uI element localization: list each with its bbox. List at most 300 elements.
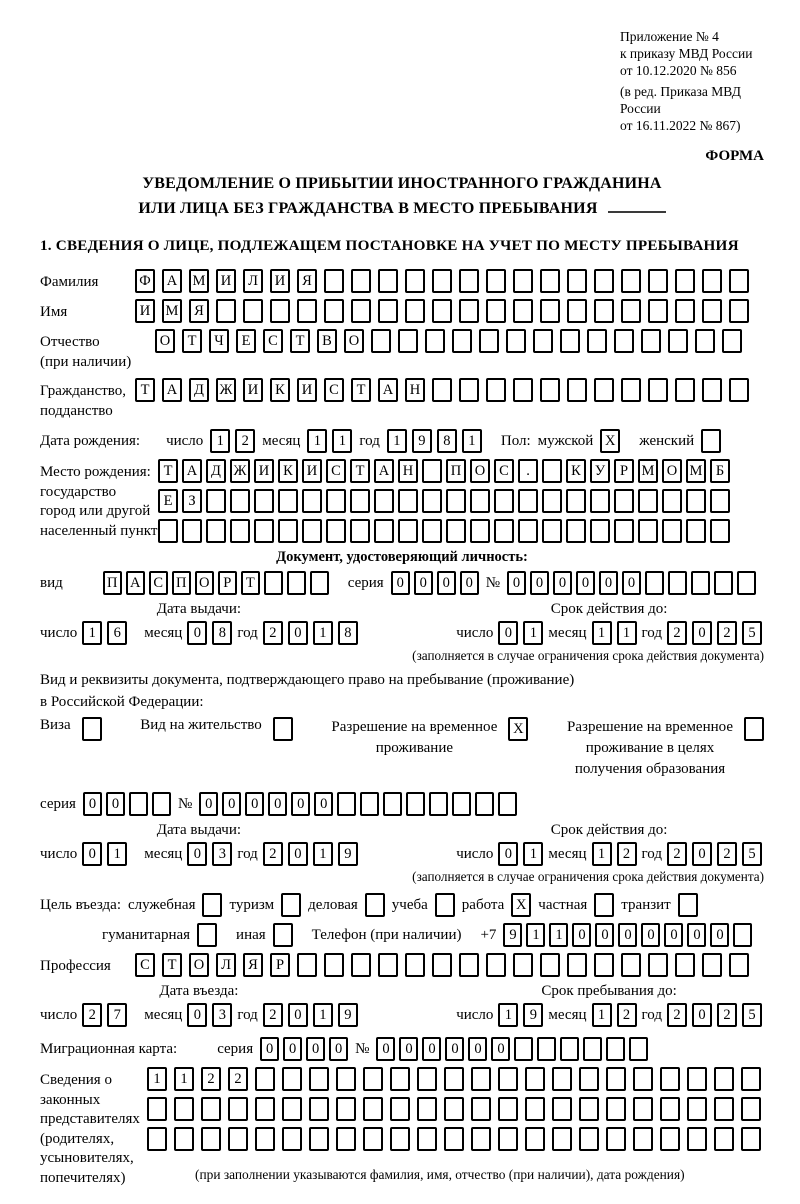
form-cell[interactable]: М bbox=[638, 459, 658, 483]
form-cell[interactable]: 0 bbox=[622, 571, 641, 595]
form-cell[interactable] bbox=[282, 1097, 302, 1121]
form-cell[interactable]: Н bbox=[405, 378, 425, 402]
form-cell[interactable] bbox=[678, 893, 698, 917]
form-cell[interactable] bbox=[710, 519, 730, 543]
form-cell[interactable] bbox=[390, 1097, 410, 1121]
form-cell[interactable] bbox=[452, 329, 472, 353]
form-cell[interactable]: 0 bbox=[692, 842, 712, 866]
form-cell[interactable] bbox=[459, 269, 479, 293]
form-cell[interactable]: Т bbox=[350, 459, 370, 483]
form-cell[interactable]: 1 bbox=[592, 621, 612, 645]
form-cell[interactable] bbox=[645, 571, 664, 595]
form-cell[interactable] bbox=[668, 571, 687, 595]
form-cell[interactable]: 5 bbox=[742, 842, 762, 866]
form-cell[interactable] bbox=[552, 1067, 572, 1091]
form-cell[interactable] bbox=[710, 489, 730, 513]
form-cell[interactable]: Р bbox=[614, 459, 634, 483]
form-cell[interactable]: 2 bbox=[201, 1067, 221, 1091]
form-cell[interactable]: Т bbox=[162, 953, 182, 977]
form-cell[interactable] bbox=[675, 269, 695, 293]
form-cell[interactable] bbox=[398, 329, 418, 353]
form-cell[interactable]: М bbox=[162, 299, 182, 323]
form-cell[interactable]: И bbox=[216, 269, 236, 293]
form-cell[interactable]: 0 bbox=[692, 1003, 712, 1027]
form-cell[interactable]: 0 bbox=[222, 792, 241, 816]
form-cell[interactable] bbox=[648, 299, 668, 323]
form-cell[interactable] bbox=[287, 571, 306, 595]
form-cell[interactable] bbox=[432, 269, 452, 293]
form-cell[interactable] bbox=[297, 953, 317, 977]
form-cell[interactable] bbox=[324, 953, 344, 977]
form-cell[interactable] bbox=[363, 1067, 383, 1091]
form-cell[interactable] bbox=[486, 953, 506, 977]
form-cell[interactable] bbox=[254, 519, 274, 543]
form-cell[interactable] bbox=[302, 519, 322, 543]
form-cell[interactable] bbox=[567, 378, 587, 402]
form-cell[interactable] bbox=[336, 1067, 356, 1091]
form-cell[interactable]: 0 bbox=[507, 571, 526, 595]
form-cell[interactable]: А bbox=[374, 459, 394, 483]
form-cell[interactable] bbox=[417, 1097, 437, 1121]
form-cell[interactable]: 1 bbox=[174, 1067, 194, 1091]
form-cell[interactable] bbox=[606, 1127, 626, 1151]
form-cell[interactable] bbox=[648, 953, 668, 977]
form-cell[interactable] bbox=[360, 792, 379, 816]
form-cell[interactable] bbox=[498, 792, 517, 816]
form-cell[interactable]: И bbox=[243, 378, 263, 402]
form-cell[interactable]: 0 bbox=[82, 842, 102, 866]
form-cell[interactable] bbox=[722, 329, 742, 353]
form-cell[interactable]: 0 bbox=[291, 792, 310, 816]
form-cell[interactable] bbox=[422, 519, 442, 543]
form-cell[interactable] bbox=[230, 519, 250, 543]
form-cell[interactable]: П bbox=[172, 571, 191, 595]
form-cell[interactable]: 0 bbox=[414, 571, 433, 595]
form-cell[interactable] bbox=[337, 792, 356, 816]
form-cell[interactable] bbox=[633, 1127, 653, 1151]
form-cell[interactable]: 1 bbox=[210, 429, 230, 453]
form-cell[interactable]: 0 bbox=[498, 621, 518, 645]
form-cell[interactable] bbox=[479, 329, 499, 353]
form-cell[interactable]: О bbox=[662, 459, 682, 483]
form-cell[interactable] bbox=[525, 1067, 545, 1091]
form-cell[interactable] bbox=[687, 1097, 707, 1121]
form-cell[interactable] bbox=[486, 299, 506, 323]
form-cell[interactable] bbox=[475, 792, 494, 816]
form-cell[interactable]: Н bbox=[398, 459, 418, 483]
form-cell[interactable] bbox=[216, 299, 236, 323]
form-cell[interactable] bbox=[660, 1097, 680, 1121]
form-cell[interactable] bbox=[351, 269, 371, 293]
form-cell[interactable] bbox=[701, 429, 721, 453]
form-cell[interactable]: К bbox=[278, 459, 298, 483]
form-cell[interactable] bbox=[152, 792, 171, 816]
form-cell[interactable] bbox=[702, 953, 722, 977]
form-cell[interactable] bbox=[686, 519, 706, 543]
form-cell[interactable] bbox=[498, 1127, 518, 1151]
form-cell[interactable] bbox=[174, 1127, 194, 1151]
form-cell[interactable] bbox=[470, 489, 490, 513]
form-cell[interactable] bbox=[506, 329, 526, 353]
form-cell[interactable] bbox=[351, 299, 371, 323]
form-cell[interactable] bbox=[417, 1127, 437, 1151]
form-cell[interactable]: А bbox=[162, 378, 182, 402]
form-cell[interactable]: А bbox=[182, 459, 202, 483]
form-cell[interactable] bbox=[471, 1097, 491, 1121]
form-cell[interactable]: 9 bbox=[412, 429, 432, 453]
form-cell[interactable] bbox=[494, 519, 514, 543]
form-cell[interactable] bbox=[82, 717, 102, 741]
form-cell[interactable]: 2 bbox=[263, 621, 283, 645]
form-cell[interactable]: 2 bbox=[617, 842, 637, 866]
form-cell[interactable] bbox=[641, 329, 661, 353]
form-cell[interactable] bbox=[471, 1127, 491, 1151]
form-cell[interactable]: Я bbox=[297, 269, 317, 293]
form-cell[interactable]: Ч bbox=[209, 329, 229, 353]
form-cell[interactable]: Д bbox=[189, 378, 209, 402]
form-cell[interactable] bbox=[498, 1067, 518, 1091]
form-cell[interactable] bbox=[633, 1097, 653, 1121]
form-cell[interactable] bbox=[514, 1037, 533, 1061]
form-cell[interactable]: 0 bbox=[268, 792, 287, 816]
form-cell[interactable] bbox=[691, 571, 710, 595]
form-cell[interactable] bbox=[147, 1097, 167, 1121]
form-cell[interactable]: 2 bbox=[667, 842, 687, 866]
form-cell[interactable] bbox=[422, 459, 442, 483]
form-cell[interactable] bbox=[432, 378, 452, 402]
form-cell[interactable] bbox=[309, 1097, 329, 1121]
form-cell[interactable] bbox=[729, 378, 749, 402]
form-cell[interactable]: М bbox=[686, 459, 706, 483]
form-cell[interactable] bbox=[614, 489, 634, 513]
form-cell[interactable] bbox=[594, 378, 614, 402]
form-cell[interactable]: 0 bbox=[106, 792, 125, 816]
form-cell[interactable]: 1 bbox=[549, 923, 568, 947]
form-cell[interactable]: А bbox=[378, 378, 398, 402]
form-cell[interactable] bbox=[587, 329, 607, 353]
form-cell[interactable]: X bbox=[600, 429, 620, 453]
form-cell[interactable]: 0 bbox=[445, 1037, 464, 1061]
form-cell[interactable]: 1 bbox=[147, 1067, 167, 1091]
form-cell[interactable] bbox=[733, 923, 752, 947]
form-cell[interactable]: 0 bbox=[245, 792, 264, 816]
form-cell[interactable]: 5 bbox=[742, 1003, 762, 1027]
form-cell[interactable] bbox=[638, 519, 658, 543]
form-cell[interactable]: 0 bbox=[530, 571, 549, 595]
form-cell[interactable] bbox=[452, 792, 471, 816]
form-cell[interactable]: 0 bbox=[437, 571, 456, 595]
form-cell[interactable] bbox=[741, 1097, 761, 1121]
form-cell[interactable] bbox=[552, 1097, 572, 1121]
form-cell[interactable] bbox=[378, 269, 398, 293]
form-cell[interactable] bbox=[444, 1067, 464, 1091]
form-cell[interactable]: 2 bbox=[667, 621, 687, 645]
form-cell[interactable] bbox=[470, 519, 490, 543]
form-cell[interactable]: 9 bbox=[503, 923, 522, 947]
form-cell[interactable]: К bbox=[566, 459, 586, 483]
form-cell[interactable] bbox=[206, 519, 226, 543]
form-cell[interactable]: Т bbox=[241, 571, 260, 595]
form-cell[interactable]: Ж bbox=[216, 378, 236, 402]
form-cell[interactable]: 0 bbox=[288, 842, 308, 866]
form-cell[interactable] bbox=[513, 269, 533, 293]
form-cell[interactable] bbox=[621, 299, 641, 323]
form-cell[interactable] bbox=[513, 953, 533, 977]
form-cell[interactable]: Т bbox=[290, 329, 310, 353]
form-cell[interactable] bbox=[633, 1067, 653, 1091]
form-cell[interactable]: 2 bbox=[235, 429, 255, 453]
form-cell[interactable]: 0 bbox=[391, 571, 410, 595]
form-cell[interactable]: М bbox=[189, 269, 209, 293]
form-cell[interactable] bbox=[621, 953, 641, 977]
form-cell[interactable] bbox=[737, 571, 756, 595]
form-cell[interactable] bbox=[147, 1127, 167, 1151]
form-cell[interactable] bbox=[405, 299, 425, 323]
form-cell[interactable]: И bbox=[270, 269, 290, 293]
form-cell[interactable]: 1 bbox=[307, 429, 327, 453]
form-cell[interactable] bbox=[579, 1067, 599, 1091]
form-cell[interactable] bbox=[695, 329, 715, 353]
form-cell[interactable]: 1 bbox=[523, 621, 543, 645]
form-cell[interactable] bbox=[729, 299, 749, 323]
form-cell[interactable] bbox=[459, 953, 479, 977]
form-cell[interactable] bbox=[687, 1067, 707, 1091]
form-cell[interactable] bbox=[567, 299, 587, 323]
form-cell[interactable]: О bbox=[344, 329, 364, 353]
form-cell[interactable] bbox=[542, 489, 562, 513]
form-cell[interactable]: 1 bbox=[523, 842, 543, 866]
form-cell[interactable] bbox=[446, 519, 466, 543]
form-cell[interactable]: 2 bbox=[228, 1067, 248, 1091]
form-cell[interactable] bbox=[255, 1097, 275, 1121]
form-cell[interactable]: Ф bbox=[135, 269, 155, 293]
form-cell[interactable]: У bbox=[590, 459, 610, 483]
form-cell[interactable] bbox=[459, 299, 479, 323]
form-cell[interactable] bbox=[374, 489, 394, 513]
form-cell[interactable] bbox=[435, 893, 455, 917]
form-cell[interactable]: С bbox=[326, 459, 346, 483]
form-cell[interactable]: 0 bbox=[83, 792, 102, 816]
form-cell[interactable]: 1 bbox=[332, 429, 352, 453]
form-cell[interactable]: 0 bbox=[687, 923, 706, 947]
form-cell[interactable] bbox=[729, 953, 749, 977]
form-cell[interactable] bbox=[264, 571, 283, 595]
form-cell[interactable] bbox=[560, 329, 580, 353]
form-cell[interactable] bbox=[668, 329, 688, 353]
form-cell[interactable]: 0 bbox=[618, 923, 637, 947]
form-cell[interactable]: 1 bbox=[313, 621, 333, 645]
form-cell[interactable]: 1 bbox=[617, 621, 637, 645]
form-cell[interactable]: 0 bbox=[422, 1037, 441, 1061]
form-cell[interactable]: С bbox=[324, 378, 344, 402]
form-cell[interactable] bbox=[429, 792, 448, 816]
form-cell[interactable]: 0 bbox=[187, 1003, 207, 1027]
form-cell[interactable]: 3 bbox=[212, 842, 232, 866]
form-cell[interactable] bbox=[129, 792, 148, 816]
form-cell[interactable]: 0 bbox=[399, 1037, 418, 1061]
form-cell[interactable]: X bbox=[508, 717, 528, 741]
form-cell[interactable]: 6 bbox=[107, 621, 127, 645]
form-cell[interactable]: 0 bbox=[288, 621, 308, 645]
form-cell[interactable]: 0 bbox=[599, 571, 618, 595]
form-cell[interactable] bbox=[326, 519, 346, 543]
form-cell[interactable]: 0 bbox=[692, 621, 712, 645]
form-cell[interactable] bbox=[741, 1127, 761, 1151]
form-cell[interactable] bbox=[540, 269, 560, 293]
form-cell[interactable] bbox=[363, 1097, 383, 1121]
form-cell[interactable]: 2 bbox=[617, 1003, 637, 1027]
form-cell[interactable]: С bbox=[135, 953, 155, 977]
form-cell[interactable] bbox=[228, 1097, 248, 1121]
form-cell[interactable]: . bbox=[518, 459, 538, 483]
form-cell[interactable] bbox=[446, 489, 466, 513]
form-cell[interactable]: 0 bbox=[199, 792, 218, 816]
form-cell[interactable] bbox=[606, 1067, 626, 1091]
form-cell[interactable]: 2 bbox=[667, 1003, 687, 1027]
form-cell[interactable] bbox=[567, 269, 587, 293]
form-cell[interactable] bbox=[228, 1127, 248, 1151]
form-cell[interactable] bbox=[363, 1127, 383, 1151]
form-cell[interactable] bbox=[309, 1067, 329, 1091]
form-cell[interactable] bbox=[594, 953, 614, 977]
form-cell[interactable] bbox=[686, 489, 706, 513]
form-cell[interactable] bbox=[702, 269, 722, 293]
form-cell[interactable] bbox=[309, 1127, 329, 1151]
form-cell[interactable]: 2 bbox=[263, 1003, 283, 1027]
form-cell[interactable] bbox=[744, 717, 764, 741]
form-cell[interactable] bbox=[702, 299, 722, 323]
form-cell[interactable] bbox=[182, 519, 202, 543]
form-cell[interactable] bbox=[614, 519, 634, 543]
form-cell[interactable] bbox=[281, 893, 301, 917]
form-cell[interactable] bbox=[729, 269, 749, 293]
form-cell[interactable] bbox=[594, 299, 614, 323]
form-cell[interactable] bbox=[158, 519, 178, 543]
form-cell[interactable]: 0 bbox=[283, 1037, 302, 1061]
form-cell[interactable]: 5 bbox=[742, 621, 762, 645]
form-cell[interactable]: И bbox=[135, 299, 155, 323]
form-cell[interactable] bbox=[513, 378, 533, 402]
form-cell[interactable]: 2 bbox=[717, 842, 737, 866]
form-cell[interactable] bbox=[255, 1127, 275, 1151]
form-cell[interactable] bbox=[405, 269, 425, 293]
form-cell[interactable] bbox=[594, 893, 614, 917]
form-cell[interactable]: 3 bbox=[212, 1003, 232, 1027]
form-cell[interactable]: 0 bbox=[491, 1037, 510, 1061]
form-cell[interactable]: 1 bbox=[462, 429, 482, 453]
form-cell[interactable]: 8 bbox=[437, 429, 457, 453]
form-cell[interactable] bbox=[398, 519, 418, 543]
form-cell[interactable]: 1 bbox=[498, 1003, 518, 1027]
form-cell[interactable]: 0 bbox=[595, 923, 614, 947]
form-cell[interactable]: Л bbox=[243, 269, 263, 293]
form-cell[interactable] bbox=[621, 378, 641, 402]
form-cell[interactable] bbox=[297, 299, 317, 323]
form-cell[interactable]: 1 bbox=[592, 1003, 612, 1027]
form-cell[interactable]: О bbox=[195, 571, 214, 595]
form-cell[interactable] bbox=[540, 953, 560, 977]
form-cell[interactable]: И bbox=[302, 459, 322, 483]
form-cell[interactable]: С bbox=[149, 571, 168, 595]
form-cell[interactable] bbox=[629, 1037, 648, 1061]
form-cell[interactable]: 2 bbox=[82, 1003, 102, 1027]
form-cell[interactable] bbox=[498, 1097, 518, 1121]
form-cell[interactable] bbox=[444, 1097, 464, 1121]
form-cell[interactable] bbox=[542, 459, 562, 483]
form-cell[interactable]: Л bbox=[216, 953, 236, 977]
form-cell[interactable] bbox=[324, 299, 344, 323]
form-cell[interactable]: 1 bbox=[313, 842, 333, 866]
form-cell[interactable] bbox=[540, 378, 560, 402]
form-cell[interactable] bbox=[243, 299, 263, 323]
form-cell[interactable] bbox=[471, 1067, 491, 1091]
form-cell[interactable]: 0 bbox=[376, 1037, 395, 1061]
form-cell[interactable] bbox=[648, 378, 668, 402]
form-cell[interactable] bbox=[560, 1037, 579, 1061]
form-cell[interactable] bbox=[365, 893, 385, 917]
form-cell[interactable]: А bbox=[162, 269, 182, 293]
form-cell[interactable] bbox=[590, 519, 610, 543]
form-cell[interactable] bbox=[614, 329, 634, 353]
form-cell[interactable] bbox=[310, 571, 329, 595]
form-cell[interactable] bbox=[660, 1067, 680, 1091]
form-cell[interactable] bbox=[518, 489, 538, 513]
form-cell[interactable]: О bbox=[189, 953, 209, 977]
form-cell[interactable]: 0 bbox=[710, 923, 729, 947]
form-cell[interactable] bbox=[444, 1127, 464, 1151]
form-cell[interactable]: 1 bbox=[526, 923, 545, 947]
form-cell[interactable] bbox=[567, 953, 587, 977]
form-cell[interactable] bbox=[621, 269, 641, 293]
form-cell[interactable] bbox=[486, 378, 506, 402]
form-cell[interactable] bbox=[533, 329, 553, 353]
form-cell[interactable] bbox=[714, 1097, 734, 1121]
form-cell[interactable] bbox=[398, 489, 418, 513]
form-cell[interactable]: 0 bbox=[460, 571, 479, 595]
form-cell[interactable]: 2 bbox=[717, 1003, 737, 1027]
form-cell[interactable]: З bbox=[182, 489, 202, 513]
form-cell[interactable] bbox=[459, 378, 479, 402]
form-cell[interactable]: 2 bbox=[717, 621, 737, 645]
form-cell[interactable]: Я bbox=[189, 299, 209, 323]
form-cell[interactable]: 1 bbox=[592, 842, 612, 866]
form-cell[interactable]: 0 bbox=[641, 923, 660, 947]
form-cell[interactable]: 1 bbox=[313, 1003, 333, 1027]
form-cell[interactable]: И bbox=[254, 459, 274, 483]
form-cell[interactable]: 0 bbox=[314, 792, 333, 816]
form-cell[interactable]: 1 bbox=[107, 842, 127, 866]
form-cell[interactable] bbox=[552, 1127, 572, 1151]
form-cell[interactable] bbox=[714, 571, 733, 595]
form-cell[interactable]: Д bbox=[206, 459, 226, 483]
form-cell[interactable]: 8 bbox=[338, 621, 358, 645]
form-cell[interactable]: Ж bbox=[230, 459, 250, 483]
form-cell[interactable] bbox=[513, 299, 533, 323]
form-cell[interactable] bbox=[201, 1097, 221, 1121]
form-cell[interactable]: 0 bbox=[576, 571, 595, 595]
form-cell[interactable]: Е bbox=[158, 489, 178, 513]
form-cell[interactable] bbox=[230, 489, 250, 513]
form-cell[interactable] bbox=[714, 1127, 734, 1151]
form-cell[interactable] bbox=[282, 1067, 302, 1091]
form-cell[interactable] bbox=[282, 1127, 302, 1151]
form-cell[interactable]: К bbox=[270, 378, 290, 402]
form-cell[interactable] bbox=[518, 519, 538, 543]
form-cell[interactable] bbox=[662, 519, 682, 543]
form-cell[interactable]: 9 bbox=[338, 1003, 358, 1027]
form-cell[interactable] bbox=[273, 923, 293, 947]
form-cell[interactable] bbox=[525, 1097, 545, 1121]
